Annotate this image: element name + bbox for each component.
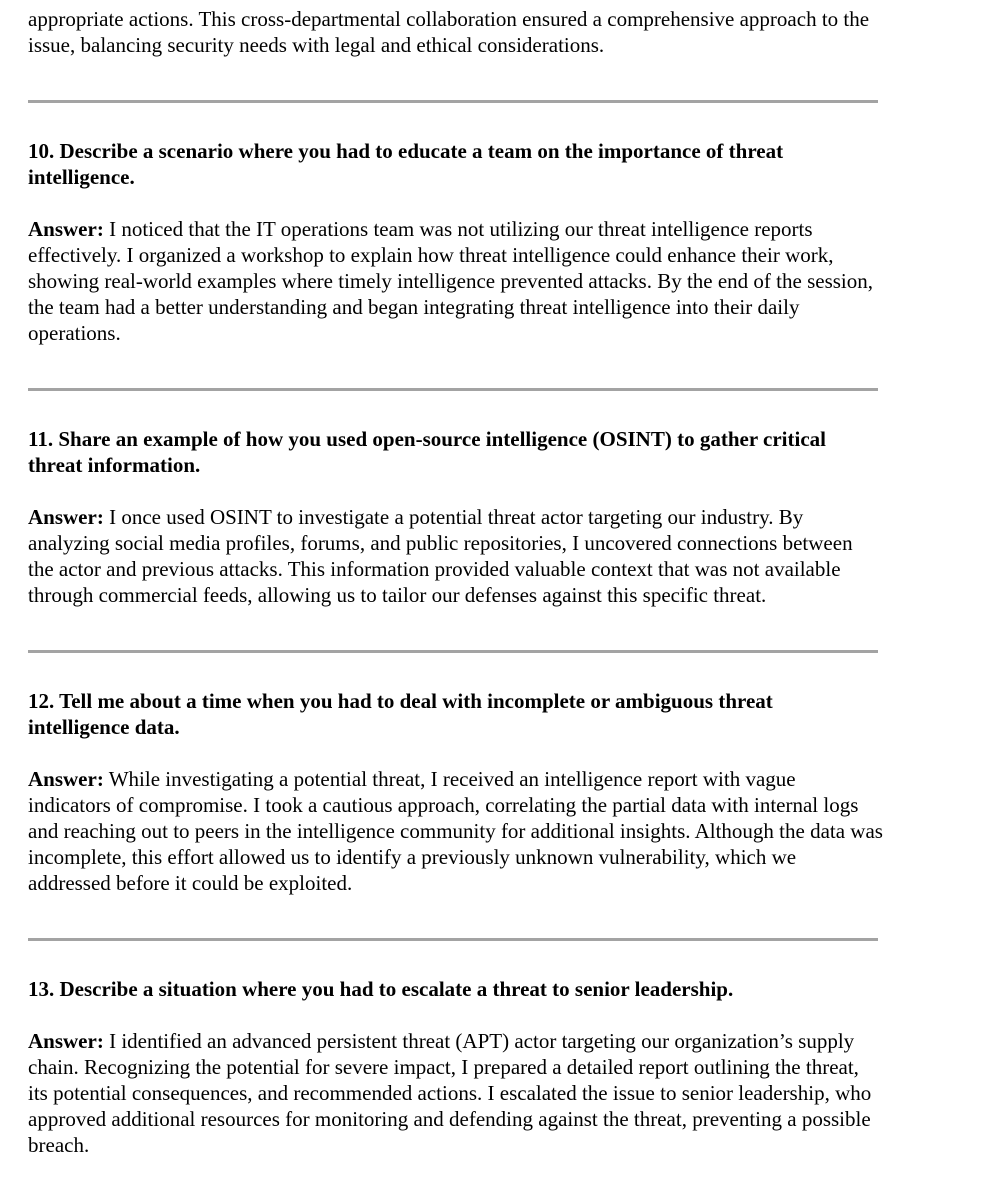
qa-item-12 xyxy=(28,688,888,896)
answer-text: I identified an advanced persistent threat (APT) actor targeting our organization’s supply chain. Recognizing the potential for severe impact, I prepared a detailed report outlining the threat, its potential consequences, and recommended actions. I escalated the issue to senior leadership, who approved additional resources for monitoring and defending against the threat, preventing a possible breach. xyxy=(28,1029,872,1157)
section-divider xyxy=(28,100,878,103)
answer-label: Answer: xyxy=(28,1029,104,1053)
qa-item-13 xyxy=(28,976,888,1158)
answer-text: I noticed that the IT operations team was not utilizing our threat intelligence reports effectively. I organized a workshop to explain how threat intelligence could enhance their work, showing real-world examples where timely intelligence prevented attacks. By the end of the session, the team had a better understanding and began integrating threat intelligence into their daily operations. xyxy=(28,217,873,345)
question-heading: 10. Describe a scenario where you had to educate a team on the importance of threat intelligence. xyxy=(28,139,784,189)
answer-paragraph xyxy=(28,504,883,608)
answer-text: I once used OSINT to investigate a potential threat actor targeting our industry. By analyzing social media profiles, forums, and public repositories, I uncovered connections between the actor and previous attacks. This information provided valuable context that was not available through commercial feeds, allowing us to tailor our defenses against this specific threat. xyxy=(28,505,853,607)
qa-item-10 xyxy=(28,138,888,346)
answer-label: Answer: xyxy=(28,505,104,529)
section-divider xyxy=(28,388,878,391)
answer-label: Answer: xyxy=(28,767,104,791)
answer-paragraph xyxy=(28,216,883,346)
answer-paragraph xyxy=(28,766,883,896)
answer-text: While investigating a potential threat, I received an intelligence report with vague indicators of compromise. I took a cautious approach, correlating the partial data with internal logs and reaching out to peers in the intelligence community for additional insights. Although the data was incomplete, this effort allowed us to identify a previously unknown vulnerability, which we addressed before it could be exploited. xyxy=(28,767,883,895)
question-heading: 13. Describe a situation where you had to escalate a threat to senior leadership. xyxy=(28,977,734,1001)
question-heading: 12. Tell me about a time when you had to deal with incomplete or ambiguous threat intelligence data. xyxy=(28,689,773,739)
intro-paragraph: appropriate actions. This cross-departmental collaboration ensured a comprehensive approach to the issue, balancing security needs with legal and ethical considerations. xyxy=(28,7,870,57)
qa-item-11 xyxy=(28,426,888,608)
answer-paragraph xyxy=(28,1028,883,1158)
answer-label: Answer: xyxy=(28,217,104,241)
section-divider xyxy=(28,938,878,941)
question-heading: 11. Share an example of how you used open-source intelligence (OSINT) to gather critical threat information. xyxy=(28,427,826,477)
document-page xyxy=(28,6,888,1158)
section-divider xyxy=(28,650,878,653)
